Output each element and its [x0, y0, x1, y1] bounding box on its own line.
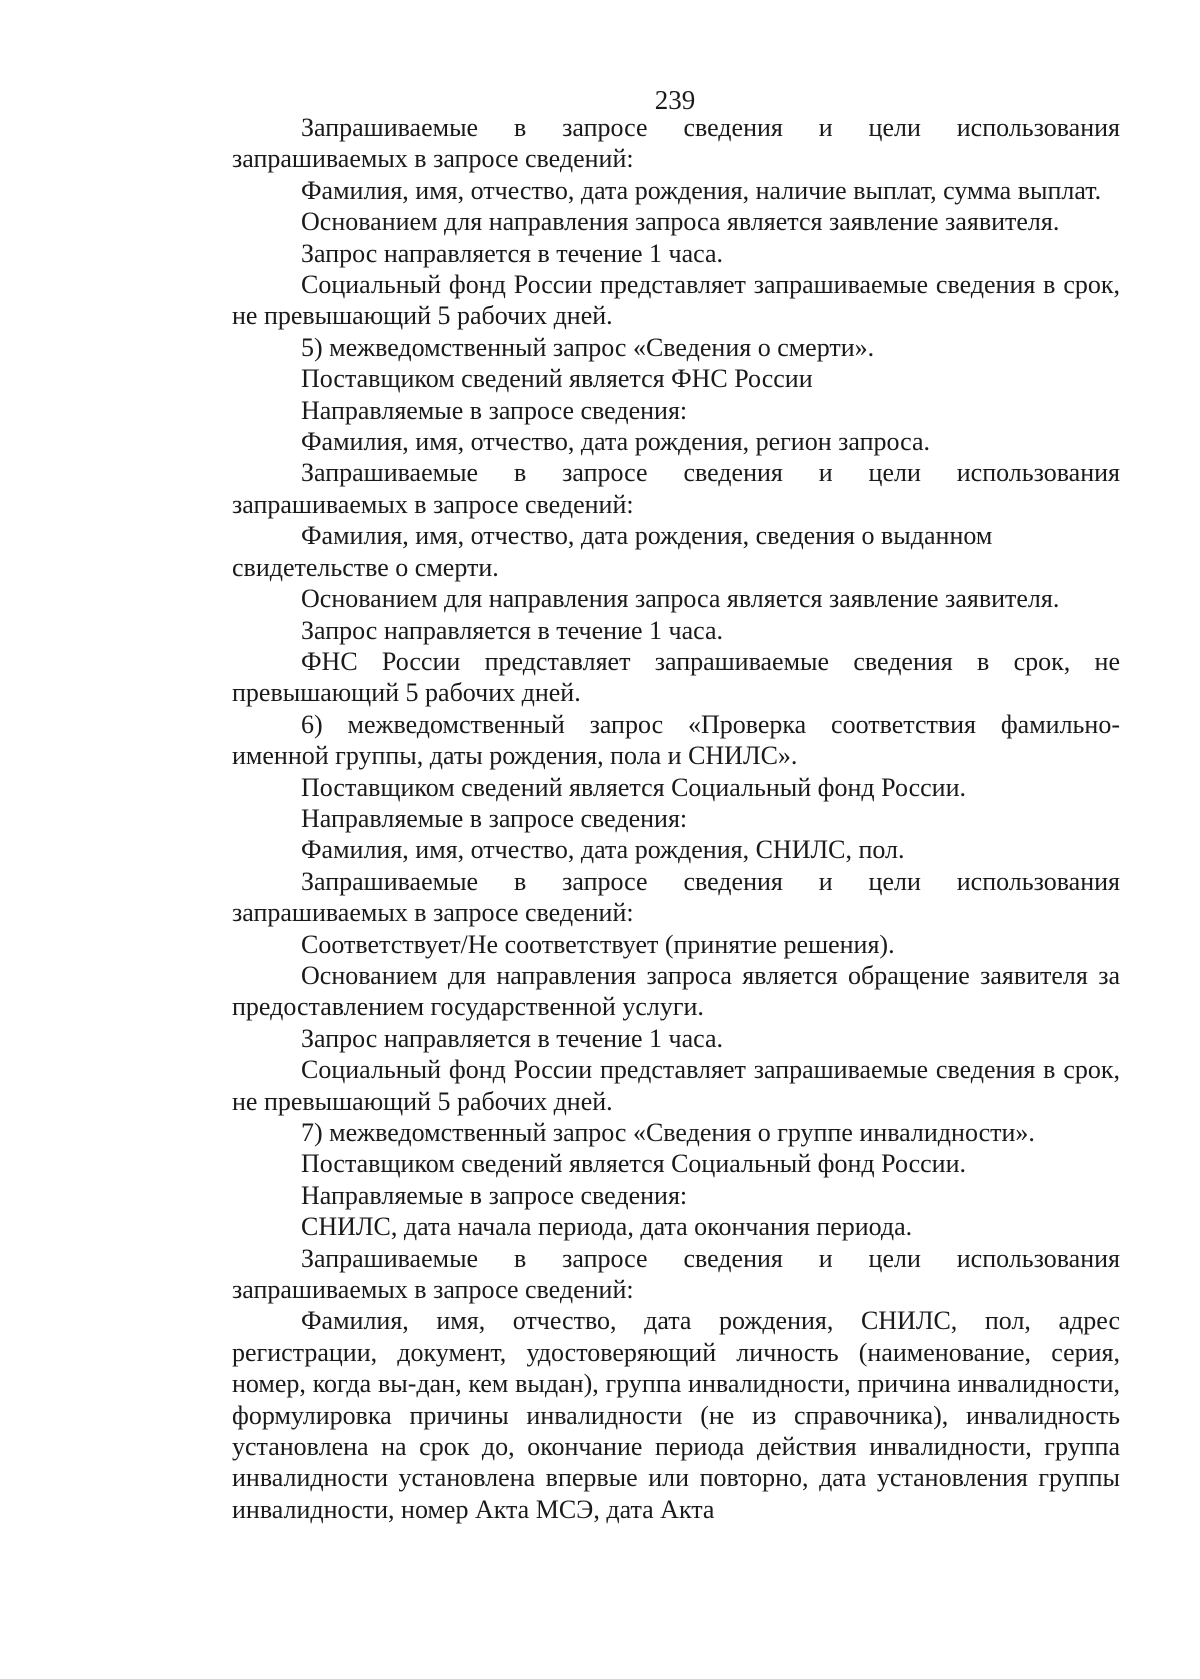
paragraph: 5) межведомственный запрос «Сведения о смерти». [301, 332, 875, 362]
paragraph: Фамилия, имя, отчество, дата рождения, СНИЛС, пол, адрес регистрации, документ, удостоверяющий личность (наименование, серия, номер, когда вы-дан, кем выдан), группа инвалидности, причина инвалидности, формулировка причины инвалидности (не из справочника), инвалидность установлена на срок до, окончание периода действия инвалидности, группа инвалидности установлена впервые или повторно, дата установления группы инвалидности, номер Акта МСЭ, дата Акта [232, 1306, 1120, 1524]
paragraph: Фамилия, имя, отчество, дата рождения, регион запроса. [301, 427, 931, 457]
paragraph: Направляемые в запросе сведения: [301, 395, 688, 425]
paragraph: Поставщиком сведений является Социальный фонд России. [301, 772, 967, 802]
paragraph: Поставщиком сведений является ФНС России [301, 364, 813, 394]
paragraph: Запрос направляется в течение 1 часа. [301, 238, 724, 268]
paragraph: Основанием для направления запроса является обращение заявителя за предоставлением государственной услуги. [232, 960, 1120, 1022]
paragraph: Направляемые в запросе сведения: [301, 803, 688, 833]
paragraph: Фамилия, имя, отчество, дата рождения, СНИЛС, пол. [301, 835, 905, 865]
paragraph: Запрашиваемые в запросе сведения и цели использования запрашиваемых в запросе сведений: [232, 866, 1120, 928]
paragraph: Фамилия, имя, отчество, дата рождения, сведения о выданном свидетельстве о смерти. [232, 521, 993, 582]
paragraph: ФНС России представляет запрашиваемые сведения в срок, не превышающий 5 рабочих дней. [232, 646, 1120, 708]
paragraph: Запрос направляется в течение 1 часа. [301, 615, 724, 645]
document-body [232, 112, 1120, 1525]
paragraph: 6) межведомственный запрос «Проверка соответствия фамильно-именной группы, даты рождения, пола и СНИЛС». [232, 709, 1120, 771]
paragraph: Основанием для направления запроса является заявление заявителя. [301, 207, 1060, 237]
paragraph: Социальный фонд России представляет запрашиваемые сведения в срок, не превышающий 5 рабочих дней. [232, 1055, 1120, 1116]
paragraph: СНИЛС, дата начала периода, дата окончания периода. [301, 1212, 913, 1242]
paragraph: Запрашиваемые в запросе сведения и цели использования запрашиваемых в запросе сведений: [232, 458, 1120, 519]
paragraph: 7) межведомственный запрос «Сведения о группе инвалидности». [301, 1118, 1035, 1147]
paragraph: Фамилия, имя, отчество, дата рождения, наличие выплат, сумма выплат. [301, 175, 1102, 205]
paragraph: Поставщиком сведений является Социальный фонд России. [301, 1149, 967, 1179]
paragraph: Соответствует/Не соответствует (принятие решения). [301, 929, 895, 959]
paragraph: Направляемые в запросе сведения: [301, 1180, 688, 1210]
page-number: 239 [654, 85, 696, 115]
paragraph: Запрашиваемые в запросе сведения и цели использования запрашиваемых в запросе сведений: [232, 1243, 1120, 1305]
paragraph: Запрашиваемые в запросе сведения и цели использования запрашиваемых в запросе сведений: [232, 113, 1120, 174]
paragraph: Запрос направляется в течение 1 часа. [301, 1023, 724, 1053]
paragraph: Основанием для направления запроса является заявление заявителя. [301, 584, 1060, 614]
paragraph: Социальный фонд России представляет запрашиваемые сведения в срок, не превышающий 5 рабочих дней. [232, 270, 1120, 331]
